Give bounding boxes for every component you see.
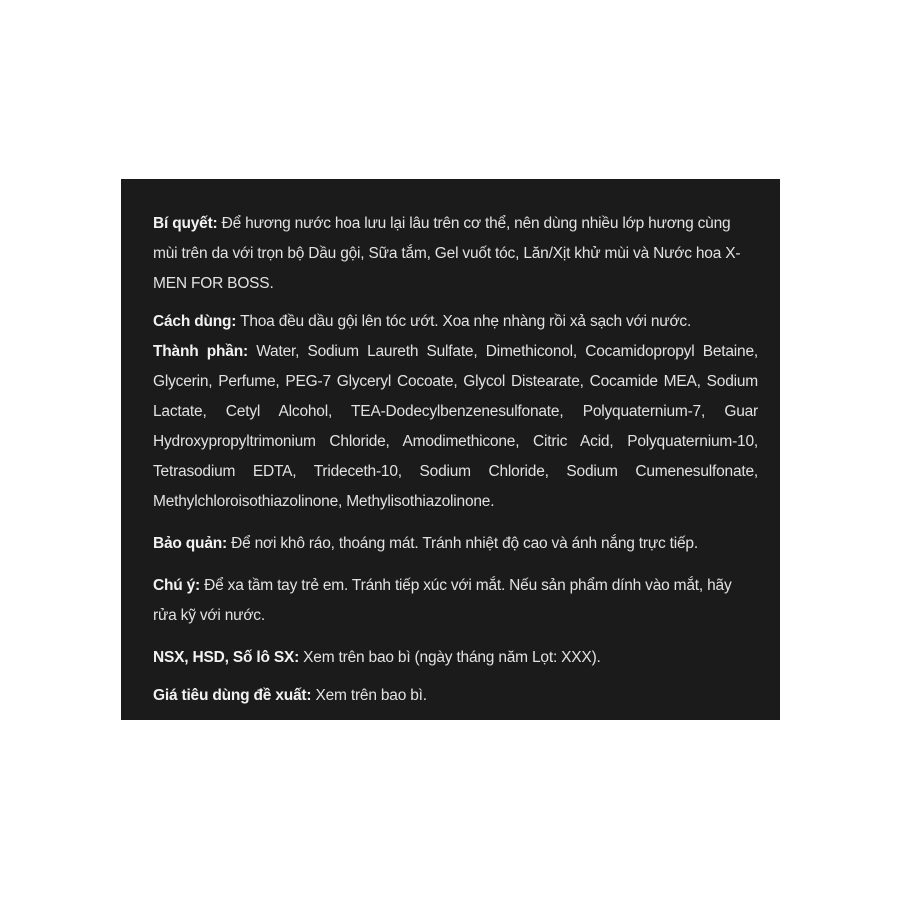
ingredients-text: Water, Sodium Laureth Sulfate, Dimethiconol, Cocamidopropyl Betaine, Glycerin, Perfume, PEG-7 Glyceryl Cocoate, Glycol Distearate, Cocamide MEA, Sodium Lactate, Cetyl Alcohol, TEA-Dodecylbenzenesulfonate, Polyquaternium-7, Guar Hydroxypropyltrimonium Chloride, Amodimethicone, Citric Acid, Polyquaternium-10, Tetrasodium EDTA, Trideceth-10, Sodium Chloride, Sodium Cumenesulfonate, Methylchloroisothiazolinone, Methylisothiazolinone.	[153, 343, 758, 510]
tip-section	[153, 209, 758, 299]
usage-heading: Cách dùng:	[153, 313, 237, 330]
caution-section	[153, 571, 758, 631]
dates-section	[153, 643, 758, 673]
ingredients-section	[153, 337, 758, 517]
storage-section	[153, 529, 758, 559]
tip-text: Để hương nước hoa lưu lại lâu trên cơ thể, nên dùng nhiều lớp hương cùng mùi trên da với trọn bộ Dầu gội, Sữa tắm, Gel vuốt tóc, Lăn/Xịt khử mùi và Nước hoa X-MEN FOR BOSS.	[153, 215, 741, 292]
storage-heading: Bảo quản:	[153, 535, 227, 552]
usage-section	[153, 307, 758, 337]
tip-heading: Bí quyết:	[153, 215, 218, 232]
price-heading: Giá tiêu dùng đề xuất:	[153, 687, 312, 704]
ingredients-heading: Thành phần:	[153, 343, 248, 360]
product-label-panel	[121, 179, 780, 720]
usage-text: Thoa đều dầu gội lên tóc ướt. Xoa nhẹ nhàng rồi xả sạch với nước.	[236, 313, 692, 330]
dates-text: Xem trên bao bì (ngày tháng năm Lọt: XXX).	[299, 649, 601, 666]
price-text: Xem trên bao bì.	[311, 687, 427, 704]
dates-heading: NSX, HSD, Số lô SX:	[153, 649, 300, 666]
caution-heading: Chú ý:	[153, 577, 201, 594]
price-section	[153, 681, 758, 711]
caution-text: Để xa tầm tay trẻ em. Tránh tiếp xúc với mắt. Nếu sản phẩm dính vào mắt, hãy rửa kỹ với nước.	[153, 577, 732, 624]
storage-text: Để nơi khô ráo, thoáng mát. Tránh nhiệt độ cao và ánh nắng trực tiếp.	[226, 535, 698, 552]
